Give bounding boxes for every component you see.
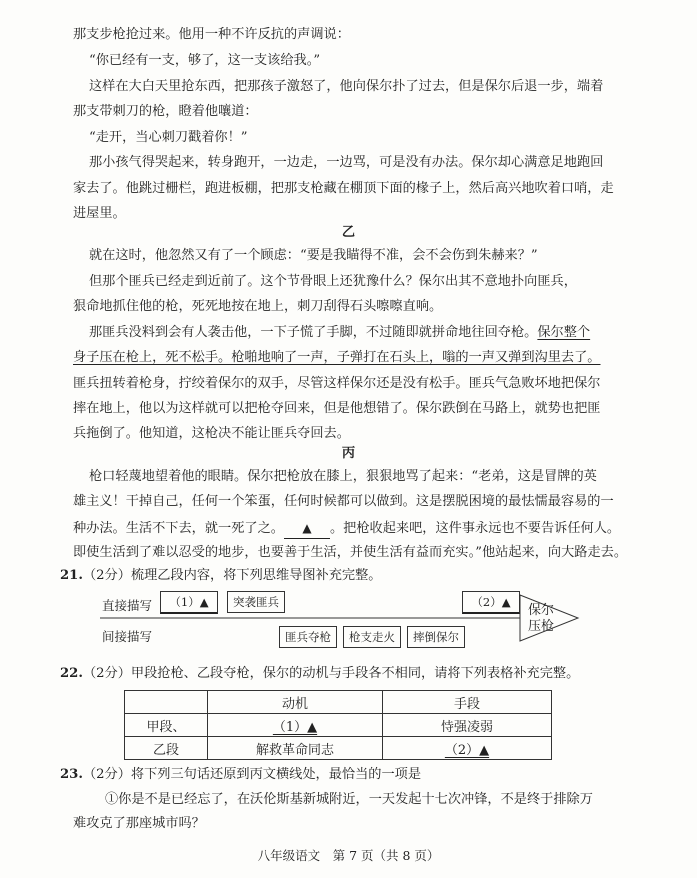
- passage-line: 就在这时，他忽然又有了一个顾虑：“要是我瞄得不准，会不会伤到朱赫来？”: [89, 248, 538, 263]
- triangle-icon: ▲: [302, 521, 312, 535]
- mind-map-box-seize: 匪兵夺枪: [279, 626, 337, 648]
- underlined-sentence: 身子压在枪上，死不松手。枪啪地响了一声，子弹打在石头上，嗡的一声又弹到沟里去了。: [73, 350, 601, 365]
- mind-map-blank-1: （1）▲: [160, 591, 218, 614]
- q22-table: [124, 690, 552, 760]
- passage-line: 家去了。他跳过栅栏，跑进板棚，把那支枪藏在棚顶下面的椽子上，然后高兴地吹着口哨，走: [73, 181, 614, 196]
- option-line: ①你是不是已经忘了，在沃伦斯基新城附近，一天发起十七次冲锋，不是终于排除万: [105, 792, 593, 807]
- option-line: 难攻克了那座城市吗？: [73, 816, 205, 831]
- passage-line: 但那个匪兵已经走到近前了。这个节骨眼上还犹豫什么？保尔出其不意地扑向匪兵，: [89, 274, 577, 289]
- table-cell-blank: [383, 737, 552, 760]
- passage-line: 摔在地上，他以为这样就可以把枪夺回来，但是他想错了。保尔跌倒在马路上，就势也把匪: [73, 401, 601, 416]
- passage-line: 枪口轻蔑地望着他的眼睛。保尔把枪放在膝上，狠狠地骂了起来：“老弟，这是冒牌的英: [89, 469, 597, 484]
- arrow-label-line: 保尔: [527, 603, 554, 618]
- question-number: 22.: [60, 666, 83, 681]
- question-stem: （2分）梳理乙段内容，将下列思维导图补充完整。: [82, 568, 382, 583]
- table-header: [125, 691, 208, 714]
- passage-line: 那支步枪抢过来。他用一种不许反抗的声调说：: [73, 27, 350, 42]
- table-cell: 恃强凌弱: [383, 714, 552, 737]
- passage-line: 即使生活到了难以忍受的地步，也要善于生活，并使生活有益而充实。”他站起来，向大路走去。: [73, 545, 628, 560]
- question-number: 21.: [60, 568, 83, 583]
- passage-line: 狠命地抓住他的枪，死死地按在地上，刺刀刮得石头嚓嚓直响。: [73, 299, 443, 314]
- passage-line: 兵拖倒了。他知道，这枪决不能让匪兵夺回去。: [73, 426, 350, 441]
- answer-blank: （1）▲: [272, 719, 318, 735]
- passage-line: 那支带刺刀的枪，瞪着他嚷道：: [73, 104, 258, 119]
- passage-line: 这样在大白天里抢东西，把那孩子激怒了，他向保尔扑了过去，但是保尔后退一步，端着: [89, 79, 604, 94]
- mind-map-box-gunfire: 枪支走火: [343, 626, 401, 648]
- passage-line: “走开，当心刺刀戳着你！”: [89, 130, 248, 145]
- passage-line: “你已经有一支，够了，这一支该给我。”: [89, 53, 321, 68]
- question-22: [60, 665, 579, 683]
- section-heading-bing: 丙: [341, 446, 356, 461]
- table-header: 动机: [208, 691, 383, 714]
- passage-text: 种办法。生活不下去，就一死了之。: [73, 521, 284, 536]
- indirect-description-label: 间接描写: [102, 629, 153, 644]
- question-number: 23.: [60, 767, 83, 782]
- page-footer: 八年级语文 第 7 页（共 8 页）: [257, 848, 440, 863]
- passage-line: 匪兵扭转着枪身，拧绞着保尔的双手，尽管这样保尔还是没有松手。匪兵气急败坏地把保尔: [73, 376, 601, 391]
- mind-map-box-throw: 摔倒保尔: [407, 626, 465, 648]
- table-cell: 甲段、: [125, 714, 208, 737]
- passage-line: 雄主义！干掉自己，任何一个笨蛋，任何时候都可以做到。这是摆脱困境的最怯懦最容易的一: [73, 494, 614, 509]
- mind-map-blank-2: （2）▲: [462, 591, 520, 614]
- table-row: [125, 737, 552, 760]
- arrow-label-line: 压枪: [527, 619, 554, 634]
- question-stem: （2分）甲段抢枪、乙段夺枪，保尔的动机与手段各不相同，请将下列表格补充完整。: [82, 666, 580, 681]
- table-cell-blank: [208, 714, 383, 737]
- table-header: 手段: [383, 691, 552, 714]
- passage-text: 那匪兵没料到会有人袭击他，一下子慌了手脚，不过随即就拼命地往回夺枪。: [89, 325, 538, 340]
- question-23: [60, 766, 421, 784]
- question-stem: （2分）将下列三句话还原到丙文横线处，最恰当的一项是: [82, 767, 422, 782]
- passage-text: 。把枪收起来吧，这件事永远也不要告诉任何人。: [330, 521, 621, 536]
- table-header-row: [125, 691, 552, 714]
- passage-line: 进屋里。: [73, 206, 126, 221]
- section-heading-yi: 乙: [341, 225, 356, 240]
- direct-description-label: 直接描写: [102, 598, 153, 613]
- table-cell: 乙段: [125, 737, 208, 760]
- mind-map-arrow-label: [522, 603, 560, 635]
- underlined-sentence: 保尔整个: [537, 325, 591, 340]
- answer-blank: （2）▲: [444, 742, 490, 758]
- table-cell: 解救革命同志: [208, 737, 383, 760]
- passage-line: 那小孩气得哭起来，转身跑开，一边走，一边骂，可是没有办法。保尔却心满意足地跑回: [89, 155, 604, 170]
- table-row: [125, 714, 552, 737]
- mind-map-box-attack: 突袭匪兵: [227, 591, 285, 613]
